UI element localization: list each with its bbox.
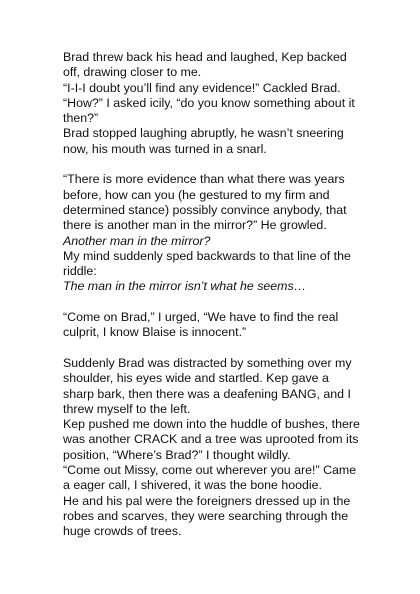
- paragraph: “There is more evidence than what there was years before, how can you (he gestured to my firm and determined stance) possibly convince anybody, that there is another man in the mirror?” He growled.: [63, 172, 347, 233]
- italic-riddle-line: The man in the mirror isn’t what he seems…: [63, 279, 307, 294]
- paragraph: Suddenly Brad was distracted by something over my shoulder, his eyes wide and startled. Kep gave a sharp bark, then there was a deafening BANG, and I threw myself to the left.: [63, 355, 352, 416]
- paragraph: Kep pushed me down into the huddle of bushes, there was another CRACK and a tree was uprooted from its position, “Where’s Brad?” I thought wildly.: [63, 417, 360, 462]
- paragraph: Brad stopped laughing abruptly, he wasn’t sneering now, his mouth was turned in a snarl.: [63, 126, 344, 156]
- paragraph-gap: [63, 157, 363, 172]
- paragraph: “Come on Brad,” I urged, “We have to find the real culprit, I know Blaise is innocent.”: [63, 310, 339, 340]
- paragraph: He and his pal were the foreigners dressed up in the robes and scarves, they were searching through the huge crowds of trees.: [63, 493, 351, 539]
- italic-line: Another man in the mirror?: [63, 233, 211, 248]
- paragraph: Brad threw back his head and laughed, Kep backed off, drawing closer to me.: [63, 50, 347, 80]
- story-page: [63, 50, 363, 540]
- paragraph-gap: [63, 341, 363, 356]
- paragraph: “Come out Missy, come out wherever you are!” Came a eager call, I shivered, it was the bone hoodie.: [63, 463, 357, 493]
- paragraph: “How?” I asked icily, “do you know something about it then?”: [63, 95, 355, 126]
- paragraph: My mind suddenly sped backwards to that line of the riddle:: [63, 248, 351, 279]
- paragraph-gap: [63, 295, 363, 310]
- paragraph: “I-I-I doubt you’ll find any evidence!” Cackled Brad.: [63, 80, 341, 95]
